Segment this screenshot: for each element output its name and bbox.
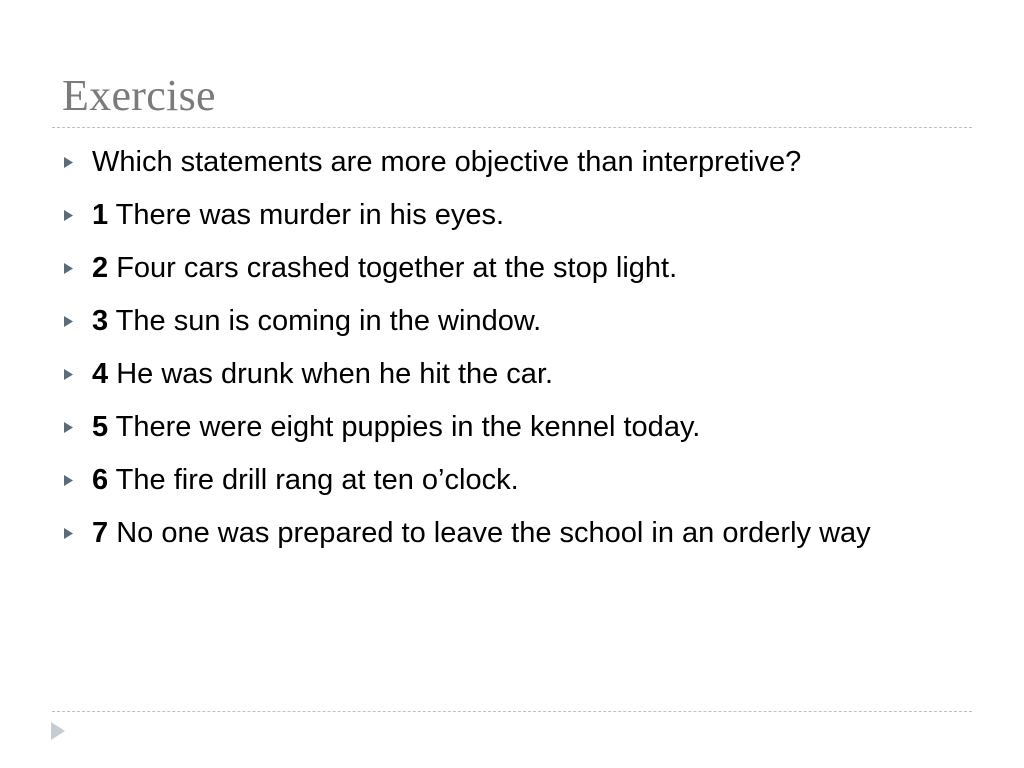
bullet-number: 7	[92, 517, 109, 549]
bullet-item-2	[62, 252, 962, 284]
footer-divider	[52, 711, 972, 712]
bullet-item-4	[62, 358, 962, 390]
bullet-text	[92, 252, 962, 284]
bullet-item-3	[62, 305, 962, 337]
bullet-label: Four cars crashed together at the stop light.	[108, 252, 678, 284]
bullet-item-question	[62, 146, 962, 178]
bullet-item-5	[62, 411, 962, 443]
slide-title: Exercise	[62, 71, 216, 120]
bullet-text	[92, 146, 962, 178]
bullet-number: 4	[92, 358, 109, 390]
triangle-right-icon	[62, 358, 92, 390]
triangle-right-icon	[62, 464, 92, 496]
bullet-item-6	[62, 464, 962, 496]
bullet-item-7	[62, 517, 962, 549]
next-slide-arrow-icon[interactable]	[50, 721, 66, 741]
bullet-number: 5	[92, 411, 109, 443]
bullet-label: There were eight puppies in the kennel today.	[108, 411, 701, 443]
bullet-list	[62, 146, 962, 570]
bullet-label: He was drunk when he hit the car.	[108, 358, 554, 390]
bullet-text	[92, 305, 962, 337]
bullet-label: No one was prepared to leave the school in an orderly way	[108, 517, 871, 549]
bullet-number: 1	[92, 199, 109, 231]
bullet-label: Which statements are more objective than interpretive?	[92, 146, 802, 178]
bullet-number: 6	[92, 464, 109, 496]
bullet-label: The fire drill rang at ten o’clock.	[108, 464, 519, 496]
bullet-text	[92, 411, 962, 443]
triangle-right-icon	[62, 252, 92, 284]
bullet-label: The sun is coming in the window.	[108, 305, 542, 337]
bullet-number: 3	[92, 305, 109, 337]
bullet-item-1	[62, 199, 962, 231]
bullet-text	[92, 358, 962, 390]
triangle-right-icon	[62, 517, 92, 549]
triangle-right-icon	[62, 411, 92, 443]
triangle-right-icon	[62, 305, 92, 337]
bullet-number: 2	[92, 252, 109, 284]
bullet-label: There was murder in his eyes.	[108, 199, 505, 231]
triangle-right-icon	[62, 146, 92, 178]
triangle-right-icon	[62, 199, 92, 231]
title-divider	[52, 127, 972, 128]
bullet-text	[92, 464, 962, 496]
bullet-text	[92, 199, 962, 231]
bullet-text	[92, 517, 962, 549]
